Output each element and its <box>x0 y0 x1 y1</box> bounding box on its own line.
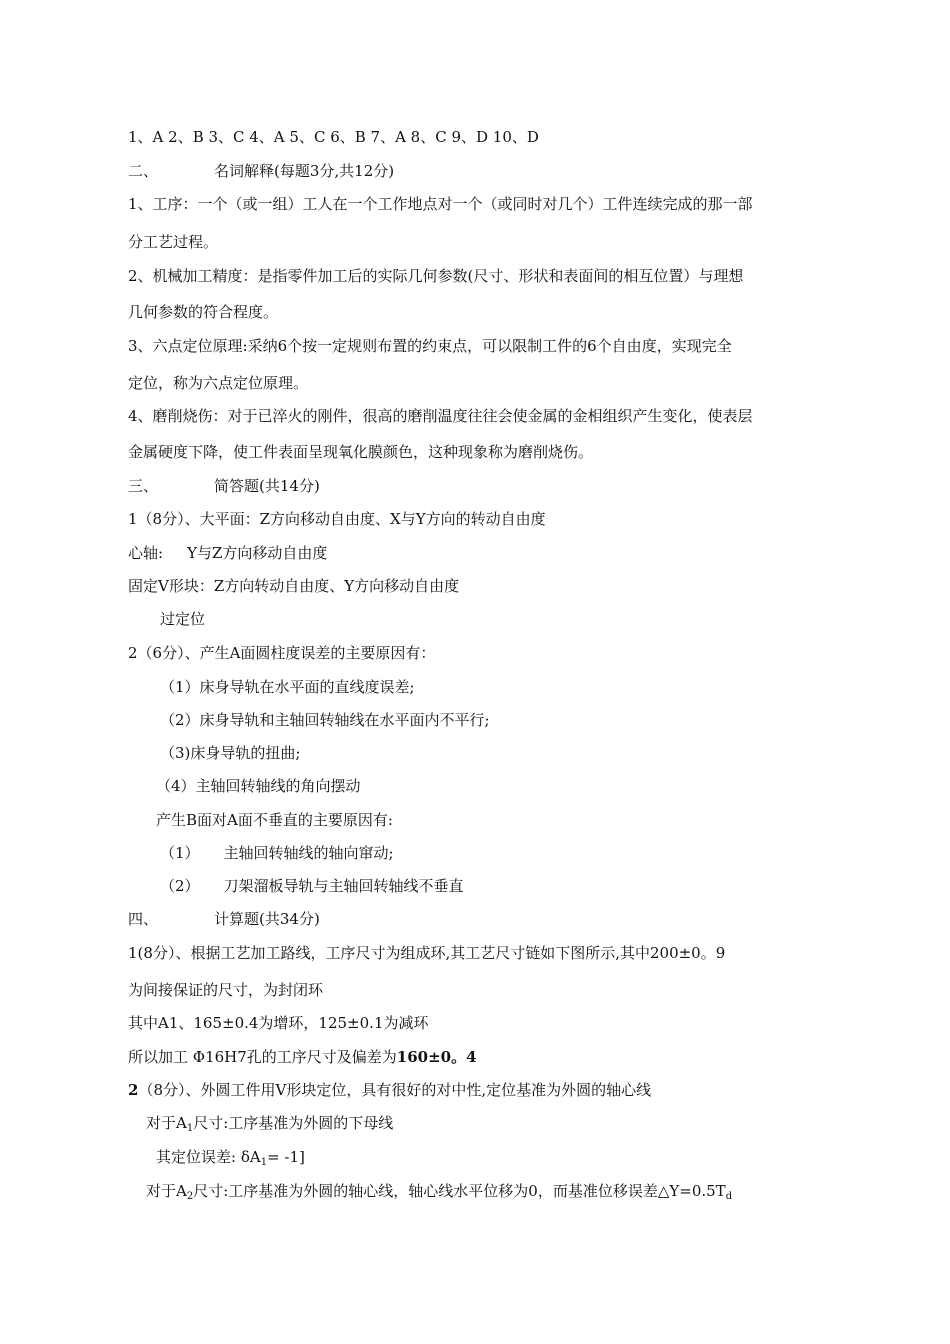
q4-2-error-line <box>156 1147 856 1167</box>
reason-b-item <box>160 876 860 896</box>
section-3-heading <box>128 476 828 496</box>
q3-1-line-3: 固定V形块：Z方向转动自由度、Y方向移动自由度 <box>128 577 460 595</box>
error-subscript: 1 <box>260 1157 268 1168</box>
section-2-heading <box>128 161 828 181</box>
q4-2-a1-line <box>146 1113 846 1133</box>
reason-b-text: 刀架溜板导轨与主轴回转轴线不垂直 <box>223 877 464 895</box>
q3-2-intro: 2（6分）、产生A面圆柱度误差的主要原因有： <box>128 644 436 662</box>
reason-b-text: 主轴回转轴线的轴向窜动; <box>223 844 394 862</box>
error-value: = -1] <box>267 1148 305 1166</box>
result-value: 160±0。4 <box>396 1048 477 1066</box>
q4-2-text: （8分）、外圆工件用V形块定位，具有很好的对中性,定位基准为外圆的轴心线 <box>138 1081 652 1099</box>
a1-subscript: 1 <box>186 1123 194 1134</box>
section-title: 名词解释(每题3分,共12分) <box>214 162 395 180</box>
a2-text: 尺寸:工序基准为外圆的轴心线，轴心线水平位移为0，而基准位移误差△Y=0.5T <box>193 1182 726 1200</box>
error-prefix: 其定位误差: δA <box>156 1148 261 1166</box>
reason-a-item: （4）主轴回转轴线的角向摆动 <box>156 777 361 795</box>
a1-text: 尺寸:工序基准为外圆的下母线 <box>193 1114 394 1132</box>
reason-a-item: （3)床身导轨的扭曲; <box>160 744 301 762</box>
section-title: 计算题(共34分) <box>214 910 320 928</box>
section-number: 四、 <box>128 910 159 928</box>
mandrel-text: Y与Z方向移动自由度 <box>187 544 328 562</box>
result-label: 所以加工 Φ16H7孔的工序尺寸及偏差为 <box>128 1048 397 1066</box>
term-3-line-1: 3、六点定位原理:采纳6个按一定规则布置的约束点，可以限制工件的6个自由度，实现完全 <box>128 337 732 355</box>
term-2-line-1: 2、机械加工精度：是指零件加工后的实际几何参数(尺寸、形状和表面间的相互位置）与理想 <box>128 267 744 285</box>
a2-subscript: 2 <box>186 1191 194 1202</box>
q4-1-line-3: 其中A1、165±0.4为增环，125±0.1为减环 <box>128 1014 429 1032</box>
reason-b-number: （2） <box>160 877 200 895</box>
q4-2-a2-line <box>146 1181 846 1201</box>
section-number: 二、 <box>128 162 159 180</box>
mandrel-label: 心轴: <box>128 544 164 562</box>
term-2-line-2: 几何参数的符合程度。 <box>128 303 279 321</box>
q4-1-line-1: 1(8分）、根据工艺加工路线，工序尺寸为组成环,其工艺尺寸链如下图所示,其中200±0。9 <box>128 944 726 962</box>
section-number: 三、 <box>128 477 159 495</box>
q3-1-line-4: 过定位 <box>160 610 206 628</box>
a1-prefix: 对于A <box>146 1114 187 1132</box>
reason-a-item: （2）床身导轨和主轴回转轴线在水平面内不平行; <box>160 711 490 729</box>
term-3-line-2: 定位，称为六点定位原理。 <box>128 374 309 392</box>
section-title: 简答题(共14分) <box>214 477 320 495</box>
question-number: 2 <box>128 1081 139 1099</box>
q4-1-line-2: 为间接保证的尺寸，为封闭环 <box>128 981 324 999</box>
q3-1-line-1: 1（8分）、大平面：Z方向移动自由度、X与Y方向的转动自由度 <box>128 510 546 528</box>
term-4-line-2: 金属硬度下降，使工件表面呈现氧化膜颜色，这种现象称为磨削烧伤。 <box>128 443 594 461</box>
a2-prefix: 对于A <box>146 1182 187 1200</box>
td-subscript: d <box>725 1191 733 1202</box>
reason-b-item <box>160 843 860 863</box>
term-1-line-1: 1、工序：一个（或一组）工人在一个工作地点对一个（或同时对几个）工件连续完成的那一部 <box>128 195 753 213</box>
section-4-heading <box>128 909 828 929</box>
q3-1-line-2 <box>128 543 828 563</box>
answers-line: 1、A 2、B 3、C 4、A 5、C 6、B 7、A 8、C 9、D 10、D <box>128 128 539 146</box>
term-4-line-1: 4、磨削烧伤：对于已淬火的刚件，很高的磨削温度往往会使金属的金相组织产生变化，使表层 <box>128 407 753 425</box>
q4-1-line-4 <box>128 1047 828 1067</box>
reason-a-item: （1）床身导轨在水平面的直线度误差; <box>160 678 415 696</box>
term-1-line-2: 分工艺过程。 <box>128 233 219 251</box>
q4-2-line-1 <box>128 1080 828 1100</box>
reason-b-number: （1） <box>160 844 200 862</box>
q3-2-intro-b: 产生B面对A面不垂直的主要原因有: <box>156 811 393 829</box>
